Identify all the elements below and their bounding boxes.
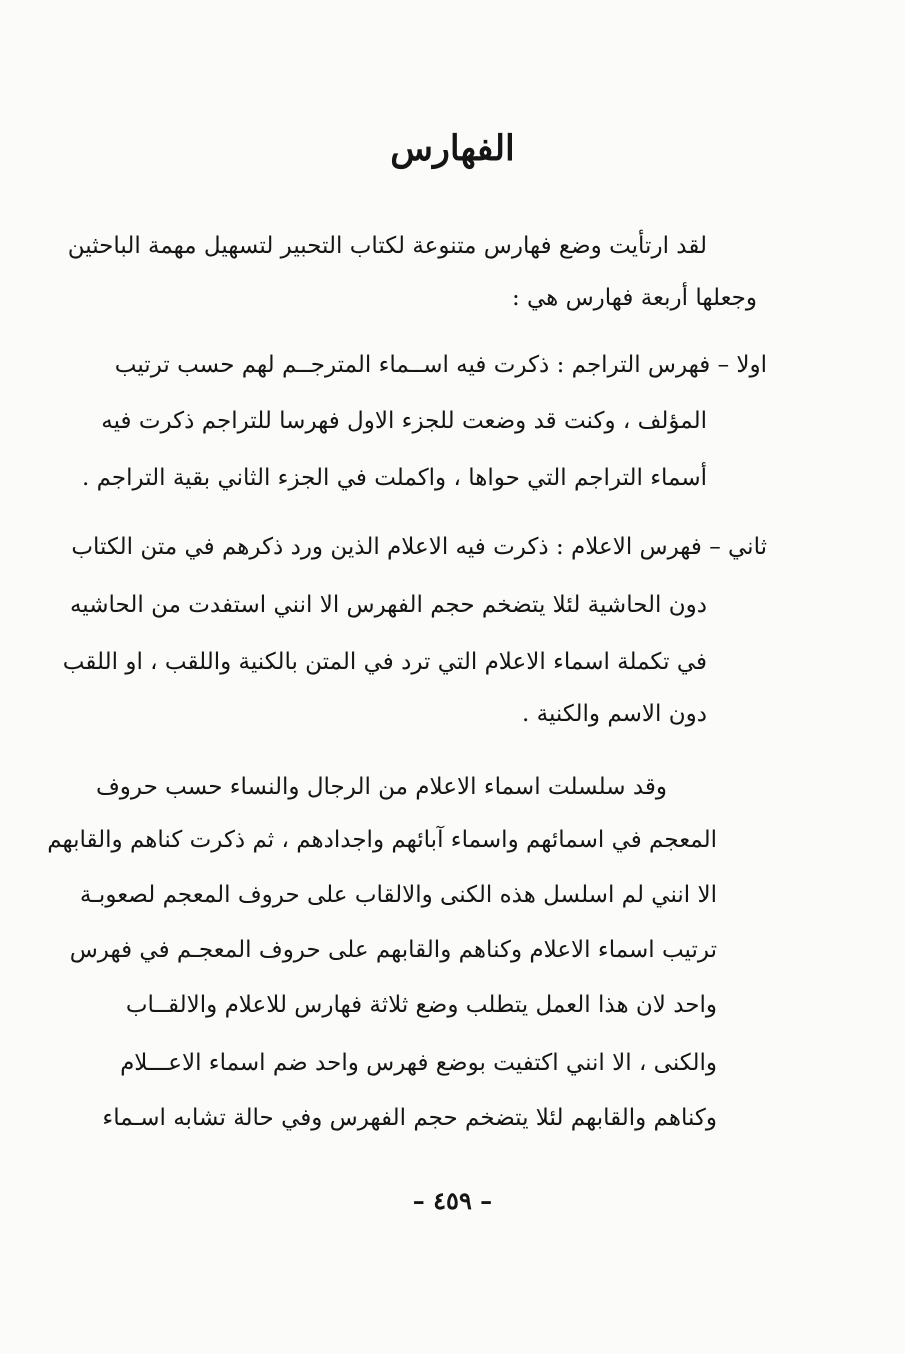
text-line: دون الحاشية لئلا يتضخم حجم الفهرس الا انني استفدت من الحاشيه — [69, 592, 707, 618]
text-line: والكنى ، الا انني اكتفيت بوضع فهرس واحد ضم اسماء الاعـــلام — [120, 1050, 717, 1076]
text-line: دون الاسم والكنية . — [522, 701, 707, 727]
text-line: اولا – فهرس التراجم : ذكرت فيه اســماء المترجــم لهم حسب ترتيب — [114, 352, 767, 378]
text-line: المعجم في اسمائهم واسماء آبائهم واجدادهم ، ثم ذكرت كناهم والقابهم — [47, 827, 717, 853]
text-line: وجعلها أربعة فهارس هي : — [511, 285, 757, 311]
text-line: ترتيب اسماء الاعلام وكناهم والقابهم على حروف المعجـم في فهرس — [69, 937, 717, 963]
text-line: لقد ارتأيت وضع فهارس متنوعة لكتاب التحبير لتسهيل مهمة الباحثين — [67, 233, 707, 259]
page-number: – ٤٥٩ – — [412, 1186, 493, 1215]
text-line: في تكملة اسماء الاعلام التي ترد في المتن بالكنية واللقب ، او اللقب — [62, 649, 707, 675]
text-line: أسماء التراجم التي حواها ، واكملت في الجزء الثاني بقية التراجم . — [81, 465, 707, 491]
text-line: ثاني – فهرس الاعلام : ذكرت فيه الاعلام الذين ورد ذكرهم في متن الكتاب — [71, 534, 767, 560]
text-line: الا انني لم اسلسل هذه الكنى والالقاب على حروف المعجم لصعوبـة — [79, 882, 717, 908]
text-line: وكناهم والقابهم لئلا يتضخم حجم الفهرس وفي حالة تشابه اسـماء — [102, 1105, 717, 1131]
text-line: المؤلف ، وكنت قد وضعت للجزء الاول فهرسا للتراجم ذكرت فيه — [101, 408, 707, 434]
page-title: الفهارس — [390, 128, 515, 169]
text-line: واحد لان هذا العمل يتطلب وضع ثلاثة فهارس للاعلام والالقــاب — [125, 992, 717, 1018]
text-line: وقد سلسلت اسماء الاعلام من الرجال والنساء حسب حروف — [95, 774, 667, 800]
